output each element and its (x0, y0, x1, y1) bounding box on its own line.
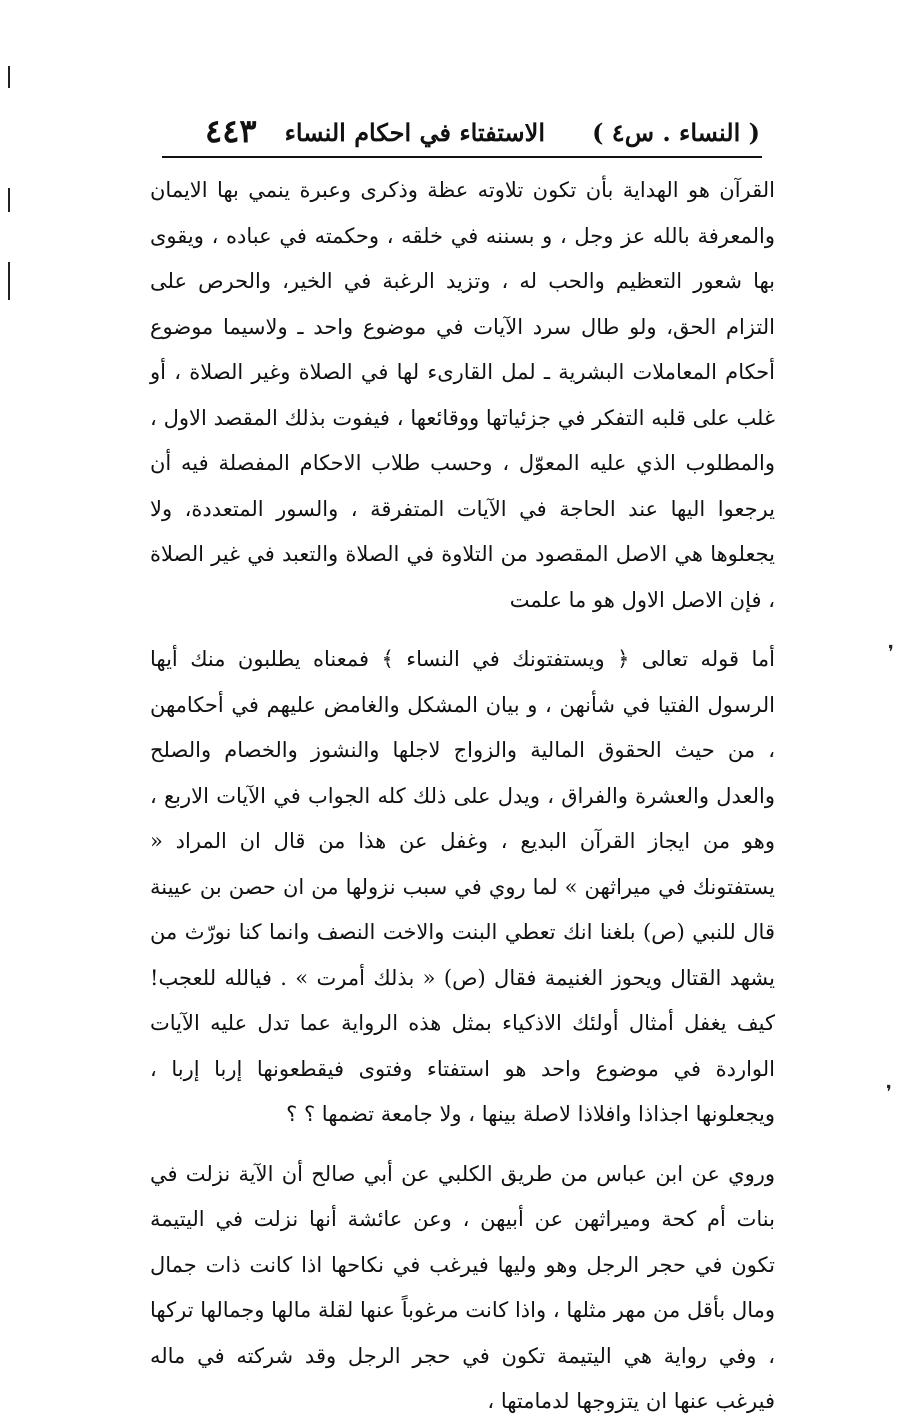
chapter-reference: ( النساء . س٤ ) (592, 118, 760, 147)
scan-edge-mark (8, 66, 10, 88)
page-header (160, 112, 760, 156)
scan-edge-mark (8, 188, 10, 212)
paragraph: وروي عن ابن عباس من طريق الكلبي عن أبي صالح أن الآية نزلت في بنات أم كحة وميراثهن عن أبيهن ، وعن عائشة أنها نزلت في اليتيمة تكون في حجر الرجل وهو وليها فيرغب في نكاحها اذا كانت ذات جمال ومال بأقل من مهر مثلها ، واذا كانت مرغوباً عنها لقلة مالها وجمالها تركها ، وفي رواية هي اليتيمة تكون في حجر الرجل وقد شركته في ماله فيرغب عنها ان يتزوجها لدمامتها ، (150, 1161, 775, 1413)
scan-edge-mark (8, 262, 10, 300)
page-number: ٤٤٣ (205, 112, 257, 150)
body-text (150, 168, 775, 1425)
margin-mark: ❜ (886, 1082, 892, 1103)
paragraph: القرآن هو الهداية بأن تكون تلاوته عظة وذكرى وعبرة ينمي بها الايمان والمعرفة بالله عز وجل ، و بسننه في خلقه ، وحكمته في عباده ، ويقوى بها شعور التعظيم والحب له ، وتزيد الرغبة في الخير، والحرص على التزام الحق، ولو طال سرد الآيات في موضوع واحد ـ ولاسيما موضوع أحكام المعاملات البشرية ـ لمل القارىء لها في الصلاة وغير الصلاة ، أو غلب على قلبه التفكر في جزئياتها ووقائعها ، فيفوت بذلك المقصد الاول ، والمطلوب الذي عليه المعوّل ، وحسب طلاب الاحكام المفصلة فيه أن يرجعوا اليها عند الحاجة في الآيات المتفرقة ، والسور المتعددة، ولا يجعلوها هي الاصل المقصود من التلاوة في الصلاة والتعبد في غير الصلاة ، فإن الاصل الاول هو ما علمت (150, 178, 775, 612)
paragraph: أما قوله تعالى ﴿ ويستفتونك في النساء ﴾ فمعناه يطلبون منك أيها الرسول الفتيا في شأنهن ، و بيان المشكل والغامض عليهم في أحكامهن ، من حيث الحقوق المالية والزواج لاجلها والنشوز والخصام والصلح والعدل والعشرة والفراق ، ويدل على ذلك كله الجواب في الآيات الاربع ، وهو من ايجاز القرآن البديع ، وغفل عن هذا من قال ان المراد « يستفتونك في ميراثهن » لما روي في سبب نزولها من ان حصن بن عيينة قال للنبي (ص) بلغنا انك تعطي البنت والاخت النصف وانما كنا نورّث من يشهد القتال ويحوز الغنيمة فقال (ص) « بذلك أمرت » . فيالله للعجب! كيف يغفل أمثال أولئك الاذكياء بمثل هذه الرواية عما تدل عليه الآيات الواردة في موضوع واحد هو استفتاء وفتوى فيقطعونها إربا إربا ، ويجعلونها اجذاذا وافلاذا لاصلة بينها ، ولا جامعة تضمها ؟ ؟ (150, 647, 775, 1126)
header-rule (162, 156, 762, 158)
margin-mark: ❜ (888, 642, 894, 663)
running-title: الاستفتاء في احكام النساء (284, 118, 545, 147)
